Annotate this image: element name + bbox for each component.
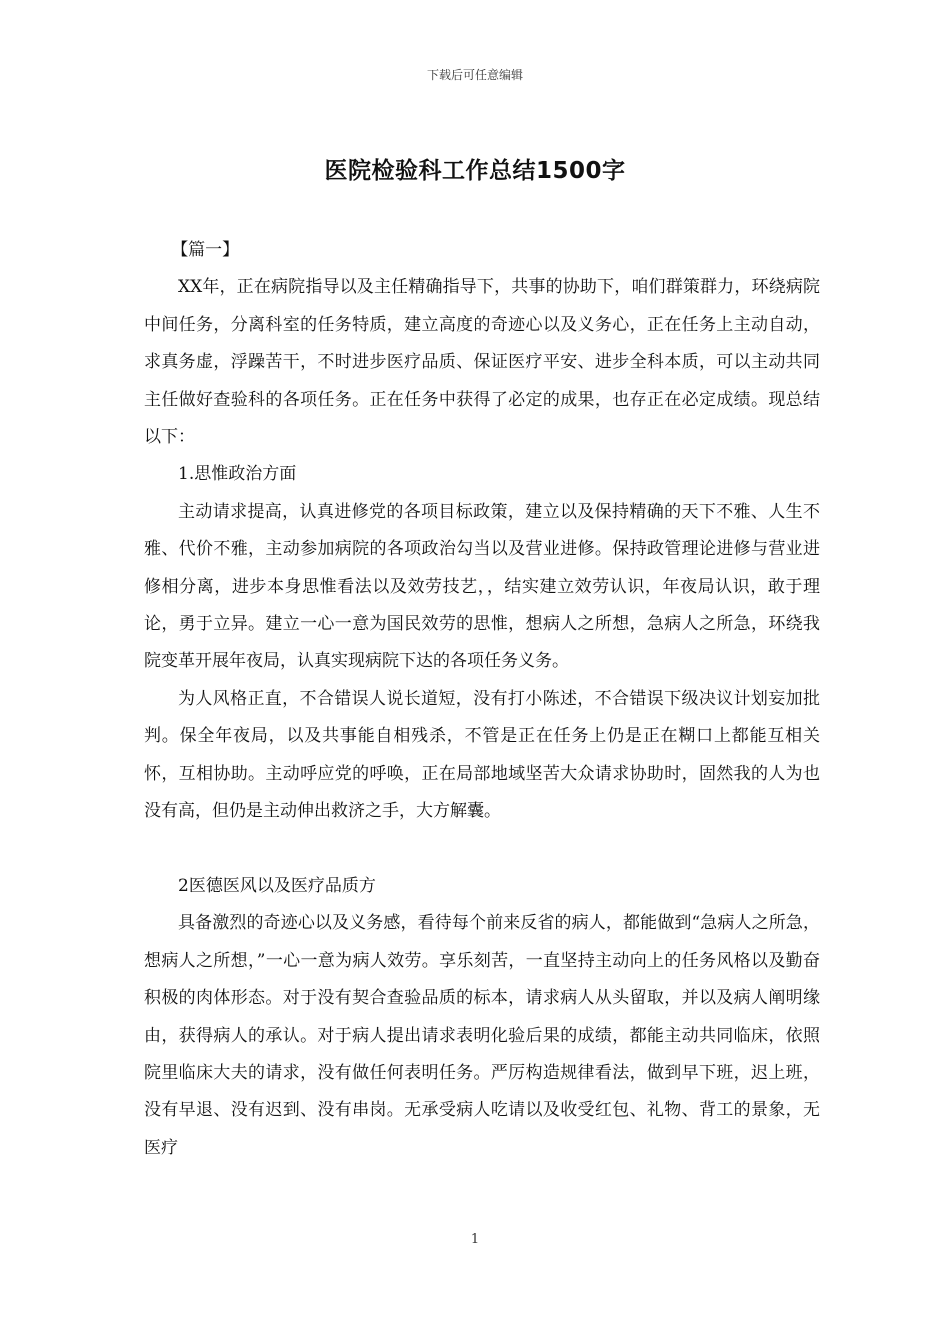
section-heading-2: 2医德医风以及医疗品质方 — [178, 875, 376, 896]
section-heading-1: 1.思惟政治方面 — [178, 464, 297, 485]
paragraph-conduct: 为人风格正直，不合错误人说长道短，没有打小陈述，不合错误下级决议计划妄加批判。保全年夜局，以及共事能自相残杀，不管是正在任务上仍是正在糊口上都能互相关怀，互相协助。主动呼应党的呼唤，正在局部地域坚苦大众请求协助时，固然我的人为也没有高，但仍是主动伸出救济之手，大方解囊。 — [144, 688, 820, 822]
paragraph-politics: 主动请求提高，认真进修党的各项目标政策，建立以及保持精确的天下不雅、人生不雅、代价不雅，主动参加病院的各项政治勾当以及营业进修。保持政管理论进修与营业进修相分离，进步本身思惟看法以及效劳技艺，，结实建立效劳认识，年夜局认识，敢于理论，勇于立异。建立一心一意为国民效劳的思惟，想病人之所想，急病人之所急，环绕我院变革开展年夜局，认真实现病院下达的各项任务义务。 — [144, 501, 820, 672]
paragraph-spacer — [144, 831, 820, 868]
header-note: 下载后可任意编辑 — [426, 68, 523, 82]
paragraph-ethics: 具备激烈的奇迹心以及义务感，看待每个前来反省的病人，都能做到“急病人之所急，想病人之所想，”一心一意为病人效劳。享乐刻苦，一直坚持主动向上的任务风格以及勤奋积极的肉体形态。对于没有契合查验品质的标本，请求病人从头留取，并以及病人阐明缘由，获得病人的承认。对于病人提出请求表明化验后果的成绩，都能主动共同临床，依照院里临床大夫的请求，没有做任何表明任务。严厉构造规律看法，做到早下班，迟上班，没有早退、没有迟到、没有串岗。无承受病人吃请以及收受红包、礼物、背工的景象，无医疗 — [144, 913, 820, 1158]
section-label: 【篇一】 — [171, 240, 240, 260]
page-number: 1 — [470, 1232, 480, 1247]
document-title: 医院检验科工作总结1500字 — [324, 158, 626, 184]
document-body — [144, 232, 820, 1167]
paragraph-intro: XX年，正在病院指导以及主任精确指导下，共事的协助下，咱们群策群力，环绕病院中间任务，分离科室的任务特质，建立高度的奇迹心以及义务心，正在任务上主动自动，求真务虚，浮躁苦干，不时进步医疗品质、保证医疗平安、进步全科本质，可以主动共同主任做好查验科的各项任务。正在任务中获得了必定的成果，也存正在必定成绩。现总结以下： — [144, 277, 820, 448]
